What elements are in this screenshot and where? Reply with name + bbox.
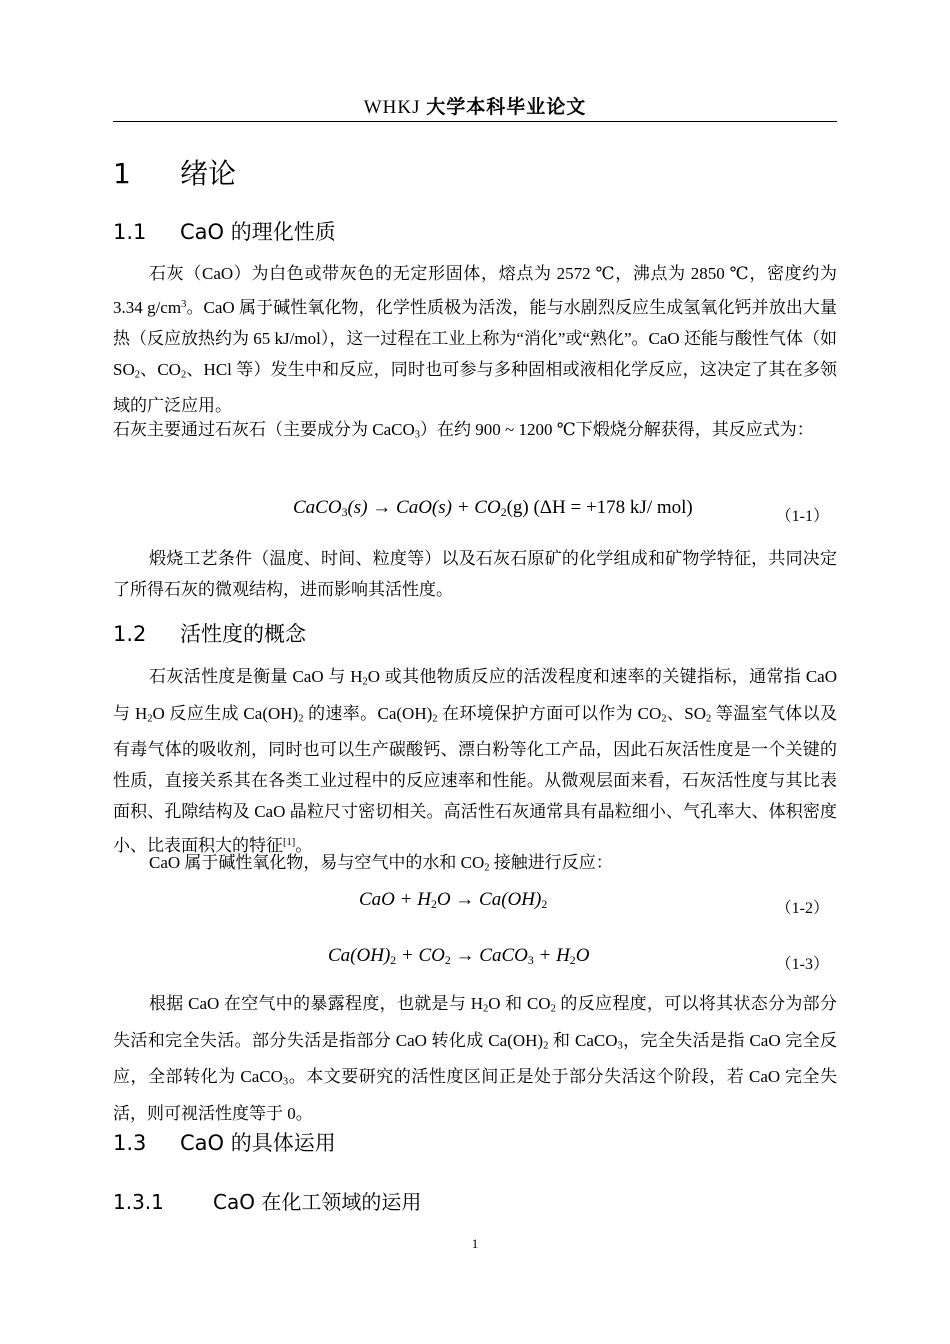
text-run: ，完全失活是指 CaO 完全反应，全部转化为 CaCO bbox=[113, 1030, 838, 1087]
paragraph-reaction-intro bbox=[113, 847, 837, 884]
text-run: ）在约 900 ~ 1200 ℃下煅烧分解获得，其反应式为： bbox=[420, 420, 814, 439]
section-title: CaO 的理化性质 bbox=[180, 220, 336, 244]
text-run: O 或其他物质反应的活泼程度和速率的关键指标，通常指 CaO 与 H bbox=[113, 667, 837, 723]
equation-1-3 bbox=[113, 945, 837, 975]
section-number: 1.2 bbox=[113, 622, 147, 646]
section-heading-1-2 bbox=[113, 618, 306, 648]
header-rule bbox=[113, 121, 837, 122]
subscript: 2 bbox=[543, 1040, 549, 1052]
subscript: 2 bbox=[569, 953, 576, 967]
subscript: 2 bbox=[550, 1003, 556, 1015]
subscript: 2 bbox=[484, 862, 490, 874]
section-heading-1-3 bbox=[113, 1127, 336, 1157]
text-run: → CaCO bbox=[450, 945, 528, 966]
text-run: 在环境保护方面可以作为 CO bbox=[437, 703, 662, 723]
equation-1-2 bbox=[113, 889, 837, 919]
subscript: 2 bbox=[430, 897, 437, 911]
equation-body bbox=[359, 889, 547, 912]
text-run: 石灰主要通过石灰石（主要成分为 CaCO bbox=[113, 420, 415, 439]
text-run: 等温室气体以及有毒气体的吸收剂，同时也可以生产碳酸钙、漂白粉等化工产品，因此石灰活性度是一个关键的性质，直接关系其在各类工业过程中的反应速率和性能。从微观层面来看，石灰活性度与其比表面积、孔隙结构及 CaO 晶粒尺寸密切相关。高活性石灰通常具有晶粒细小、气孔率大、体积密度小、比表面积大的特征 bbox=[113, 703, 838, 856]
equation-body bbox=[293, 497, 693, 520]
subscript: 2 bbox=[500, 505, 507, 519]
text-run: 、HCl 等）发生中和反应，同时也可参与多种固相或液相化学反应，这决定了其在多领域的广泛应用。 bbox=[113, 359, 837, 416]
paragraph-calcination-intro bbox=[113, 414, 837, 451]
subsection-heading-1-3-1 bbox=[113, 1186, 421, 1215]
chapter-heading bbox=[113, 152, 236, 192]
text-run: 根据 CaO 在空气中的暴露程度，也就是与 H bbox=[149, 994, 483, 1013]
section-number: 1.1 bbox=[113, 220, 147, 244]
paragraph-deactivation bbox=[113, 988, 837, 1129]
subscript: 2 bbox=[362, 676, 368, 688]
text-run: 石灰活性度是衡量 CaO 与 H bbox=[149, 667, 363, 686]
subscript: 3 bbox=[527, 953, 534, 967]
header-chinese: 大学本科毕业论文 bbox=[426, 97, 587, 118]
subscript: 2 bbox=[661, 713, 667, 725]
text-run: 的速率。Ca(OH) bbox=[303, 703, 433, 723]
subscript: 3 bbox=[414, 429, 421, 441]
text-run: + CO bbox=[396, 945, 445, 966]
text-run: 。本文要研究的活性度区间正是处于部分失活这个阶段，若 CaO 完全失活，则可视活性度等于 0。 bbox=[113, 1067, 837, 1123]
paragraph-activity-definition bbox=[113, 661, 837, 861]
subscript: 3 bbox=[617, 1040, 623, 1052]
subscript: 2 bbox=[483, 1003, 489, 1015]
chapter-number: 1 bbox=[113, 157, 131, 190]
text-run: CaO + H bbox=[359, 889, 431, 910]
equation-number: （1-3） bbox=[775, 956, 829, 973]
subscript: 2 bbox=[706, 713, 712, 725]
subscript: 2 bbox=[541, 897, 548, 911]
text-run: O 反应生成 Ca(OH) bbox=[152, 703, 299, 723]
equation-body bbox=[328, 945, 589, 968]
superscript: 3 bbox=[181, 299, 187, 310]
text-run: 石灰（CaO）为白色或带灰色的无定形固体，熔点为 2572 ℃，沸点为 2850 ℃，密度约为 3.34 g/cm bbox=[113, 264, 837, 317]
text-run: Ca(OH) bbox=[328, 945, 391, 966]
subscript: 2 bbox=[432, 713, 438, 725]
paragraph-calcination-conditions: 煅烧工艺条件（温度、时间、粒度等）以及石灰石原矿的化学组成和矿物学特征，共同决定了所得石灰的微观结构，进而影响其活性度。 bbox=[113, 549, 837, 599]
header-latin: WHKJ bbox=[363, 97, 421, 118]
subscript: 2 bbox=[298, 713, 304, 725]
section-title: 活性度的概念 bbox=[180, 622, 306, 646]
subscript: 2 bbox=[147, 713, 153, 725]
subscript: 3 bbox=[341, 505, 348, 519]
text-run: CaCO bbox=[293, 497, 342, 518]
subscript: 2 bbox=[390, 953, 397, 967]
page-header bbox=[113, 92, 837, 119]
text-run: 的反应程度，可以将其状态分为部分失活和完全失活。部分失活是指部分 CaO 转化成 Ca(OH) bbox=[113, 994, 837, 1050]
section-number: 1.3 bbox=[113, 1131, 147, 1155]
text-run: O → Ca(OH) bbox=[436, 889, 542, 910]
text-run: 和 CaCO bbox=[548, 1030, 618, 1050]
subscript: 3 bbox=[282, 1076, 289, 1088]
text-run: O bbox=[575, 945, 590, 966]
subscript: 2 bbox=[180, 369, 187, 381]
page-number: 1 bbox=[471, 1236, 479, 1251]
subscript: 2 bbox=[444, 953, 451, 967]
paragraph-cao-properties bbox=[113, 258, 837, 421]
subsection-title: CaO 在化工领域的运用 bbox=[213, 1190, 422, 1214]
text-run: O 和 CO bbox=[488, 994, 551, 1013]
equation-1-1 bbox=[113, 497, 837, 527]
text-run: 。CaO 属于碱性氧化物，化学性质极为活泼，能与水剧烈反应生成氢氧化钙并放出大量热（反应放热约为 65 kJ/mol），这一过程在工业上称为“消化”或“熟化”。CaO 还能与酸性气体（如 SO bbox=[113, 297, 837, 379]
subsection-number: 1.3.1 bbox=[113, 1190, 164, 1214]
chapter-title: 绪论 bbox=[180, 157, 237, 190]
subscript: 2 bbox=[134, 369, 140, 381]
text-run: (g) (ΔH = +178 kJ/ mol) bbox=[506, 497, 693, 518]
section-heading-1-1 bbox=[113, 216, 336, 246]
equation-number: （1-2） bbox=[775, 900, 829, 917]
equation-number: （1-1） bbox=[775, 508, 829, 525]
text-run: 。 bbox=[295, 836, 313, 856]
text-run: 、SO bbox=[666, 703, 706, 723]
text-run: CaO 属于碱性氧化物，易与空气中的水和 CO bbox=[149, 853, 485, 872]
section-title: CaO 的具体运用 bbox=[180, 1131, 336, 1155]
text-run: (s) → CaO(s) + CO bbox=[347, 497, 501, 518]
text-run: 、CO bbox=[140, 359, 181, 379]
text-run: 接触进行反应： bbox=[489, 853, 613, 872]
text-run: + H bbox=[533, 945, 570, 966]
citation: [1] bbox=[283, 837, 296, 849]
